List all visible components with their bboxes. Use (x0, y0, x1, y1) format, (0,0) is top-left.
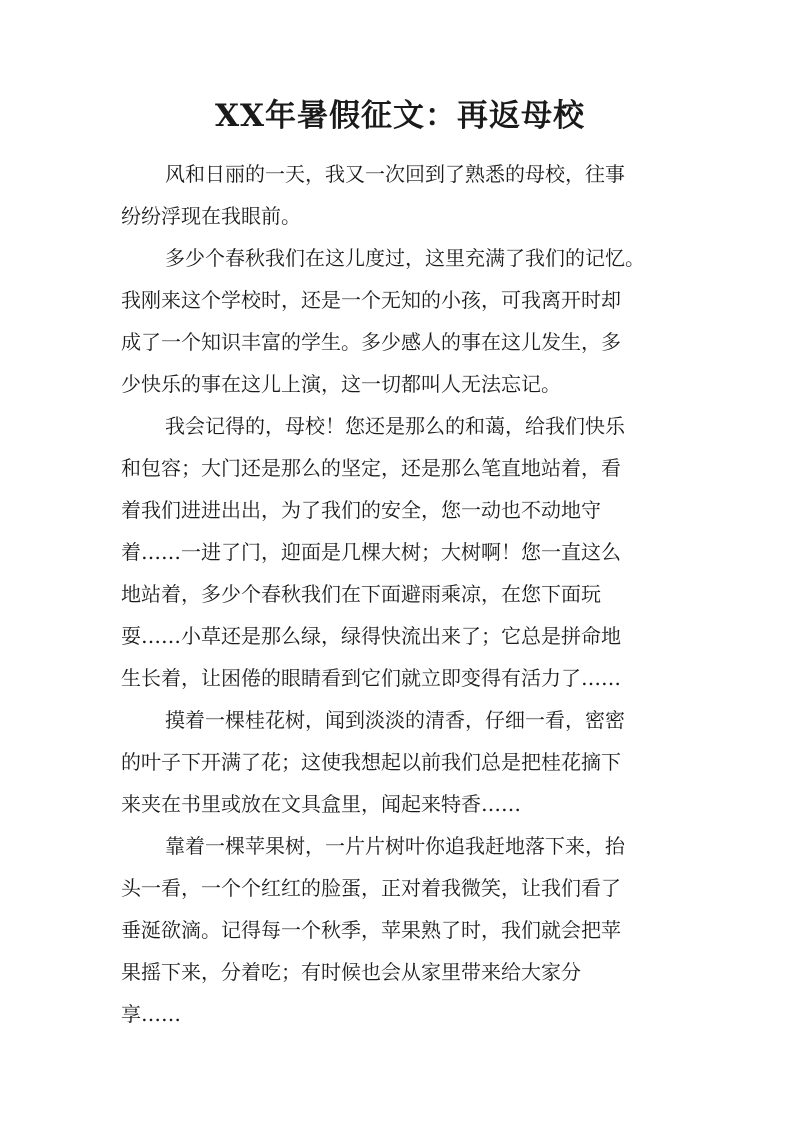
text-line: 和包容；大门还是那么的坚定，还是那么笔直地站着，看 (121, 456, 621, 480)
text-line: 风和日丽的一天，我又一次回到了熟悉的母校，往事 (165, 162, 625, 186)
text-line: 生长着，让困倦的眼睛看到它们就立即变得有活力了…… (121, 666, 621, 690)
text-line: 来夹在书里或放在文具盒里，闻起来特香…… (121, 792, 521, 816)
text-line: 我刚来这个学校时，还是一个无知的小孩，可我离开时却 (121, 288, 621, 312)
text-line: 多少个春秋我们在这儿度过，这里充满了我们的记忆。 (165, 246, 645, 270)
text-line: 的叶子下开满了花；这使我想起以前我们总是把桂花摘下 (121, 750, 621, 774)
text-line: 地站着，多少个春秋我们在下面避雨乘凉，在您下面玩 (121, 582, 601, 606)
paragraph-4 (121, 699, 687, 825)
text-line: 成了一个知识丰富的学生。多少感人的事在这儿发生，多 (121, 330, 621, 354)
text-line: 头一看，一个个红红的脸蛋，正对着我微笑，让我们看了 (121, 876, 621, 900)
text-line: 耍……小草还是那么绿，绿得快流出来了；它总是拼命地 (121, 624, 621, 648)
text-line: 我会记得的，母校！您还是那么的和蔼，给我们快乐 (165, 414, 625, 438)
text-line: 纷纷浮现在我眼前。 (121, 204, 301, 228)
paragraph-2 (121, 237, 687, 405)
text-line: 着……一进了门，迎面是几棵大树；大树啊！您一直这么 (121, 540, 621, 564)
text-line: 果摇下来，分着吃；有时候也会从家里带来给大家分 (121, 960, 581, 984)
text-line: 享…… (121, 1002, 181, 1026)
paragraph-1 (121, 153, 687, 237)
text-line: 摸着一棵桂花树，闻到淡淡的清香，仔细一看，密密 (165, 708, 625, 732)
text-line: 垂涎欲滴。记得每一个秋季，苹果熟了时，我们就会把苹 (121, 918, 621, 942)
paragraph-5 (121, 825, 687, 1035)
document-body (121, 153, 687, 1035)
paragraph-3 (121, 405, 687, 699)
text-line: 少快乐的事在这儿上演，这一切都叫人无法忘记。 (121, 372, 561, 396)
text-line: 着我们进进出出，为了我们的安全，您一动也不动地守 (121, 498, 601, 522)
document-title: XX年暑假征文：再返母校 (214, 98, 586, 134)
text-line: 靠着一棵苹果树，一片片树叶你追我赶地落下来，抬 (165, 834, 625, 858)
